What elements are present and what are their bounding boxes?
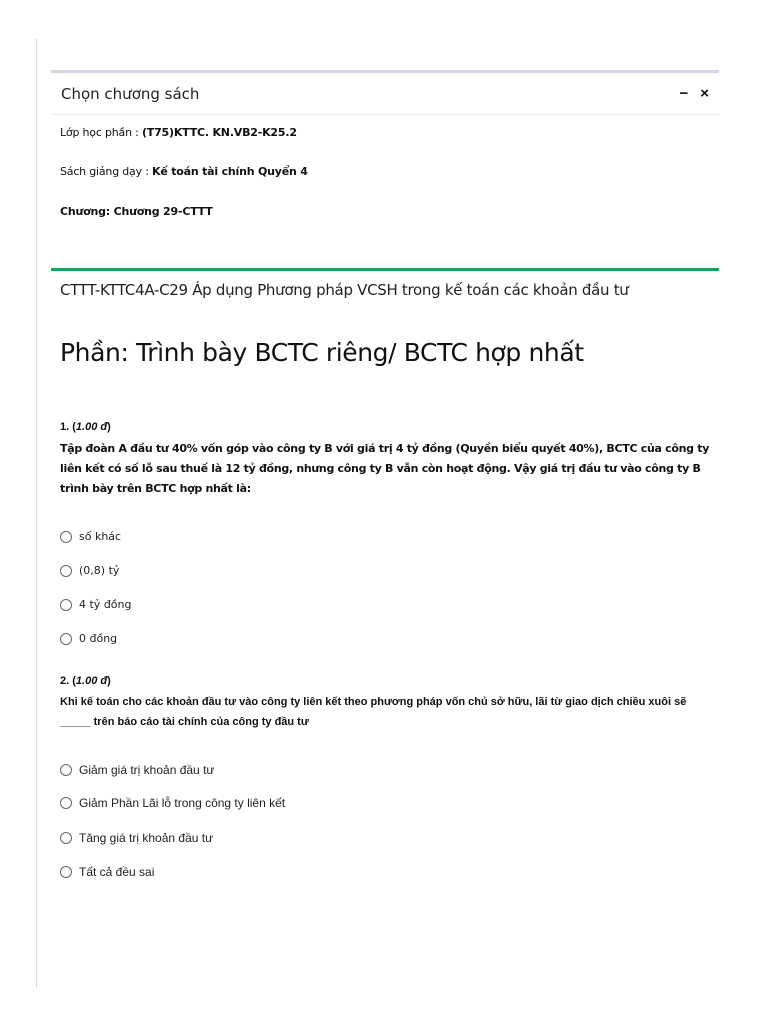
radio-icon[interactable] (60, 797, 72, 809)
answer-option[interactable]: Tất cả đều sai (60, 865, 154, 879)
answer-option[interactable]: 0 đồng (60, 632, 117, 645)
answer-option[interactable]: Tăng giá trị khoản đầu tư (60, 831, 213, 845)
answer-option[interactable]: Giảm Phần Lãi lỗ trong công ty liên kết (60, 796, 285, 810)
radio-icon[interactable] (60, 531, 72, 543)
left-divider (36, 38, 37, 988)
radio-icon[interactable] (60, 599, 72, 611)
radio-icon[interactable] (60, 764, 72, 776)
chapter-value: Chương: Chương 29-CTTT (60, 205, 213, 218)
answer-option[interactable]: 4 tỷ đồng (60, 598, 131, 611)
panel-header (51, 73, 719, 115)
radio-icon[interactable] (60, 565, 72, 577)
answer-option[interactable]: (0,8) tỷ (60, 564, 119, 577)
minus-icon[interactable]: − (679, 85, 689, 102)
radio-icon[interactable] (60, 633, 72, 645)
chapter-selector-panel (51, 70, 719, 115)
radio-icon[interactable] (60, 832, 72, 844)
question-text: Tập đoàn A đầu tư 40% vốn góp vào công ty B với giá trị 4 tỷ đồng (Quyền biểu quyết 40%), BCTC của công ty liên kết có số lỗ sau thuế là 12 tỷ đồng, nhưng công ty B vẫn còn hoạt động. Vậy giá trị đầu tư vào công ty B trình bày trên BCTC hợp nhất là: (60, 442, 710, 495)
question-text: Khi kế toán cho các khoản đầu tư vào công ty liên kết theo phương pháp vốn chủ sở hữu, lãi từ giao dịch chiều xuôi sẽ _____ trên báo cáo tài chính của công ty đầu tư (60, 696, 687, 728)
class-info (60, 126, 297, 139)
book-value: Kế toán tài chính Quyển 4 (152, 165, 308, 178)
book-info (60, 165, 308, 178)
panel-controls (679, 86, 709, 101)
question-number: 1. (1.00 đ) (60, 421, 111, 433)
chapter-info (60, 205, 213, 218)
panel-title: Chọn chương sách (61, 84, 200, 103)
section-title: Phần: Trình bày BCTC riêng/ BCTC hợp nhất (60, 338, 584, 367)
answer-option[interactable]: số khác (60, 530, 121, 543)
question-number: 2. (1.00 đ) (60, 675, 111, 687)
class-label: Lớp học phần : (60, 126, 142, 139)
answer-option[interactable]: Giảm giá trị khoản đầu tư (60, 763, 214, 777)
radio-icon[interactable] (60, 866, 72, 878)
content-divider (51, 268, 719, 271)
book-label: Sách giảng dạy : (60, 165, 153, 178)
class-value: (T75)KTTC. KN.VB2-K25.2 (141, 126, 297, 139)
close-icon[interactable]: × (700, 85, 709, 102)
quiz-title: CTTT-KTTC4A-C29 Áp dụng Phương pháp VCSH trong kế toán các khoản đầu tư (60, 281, 629, 299)
